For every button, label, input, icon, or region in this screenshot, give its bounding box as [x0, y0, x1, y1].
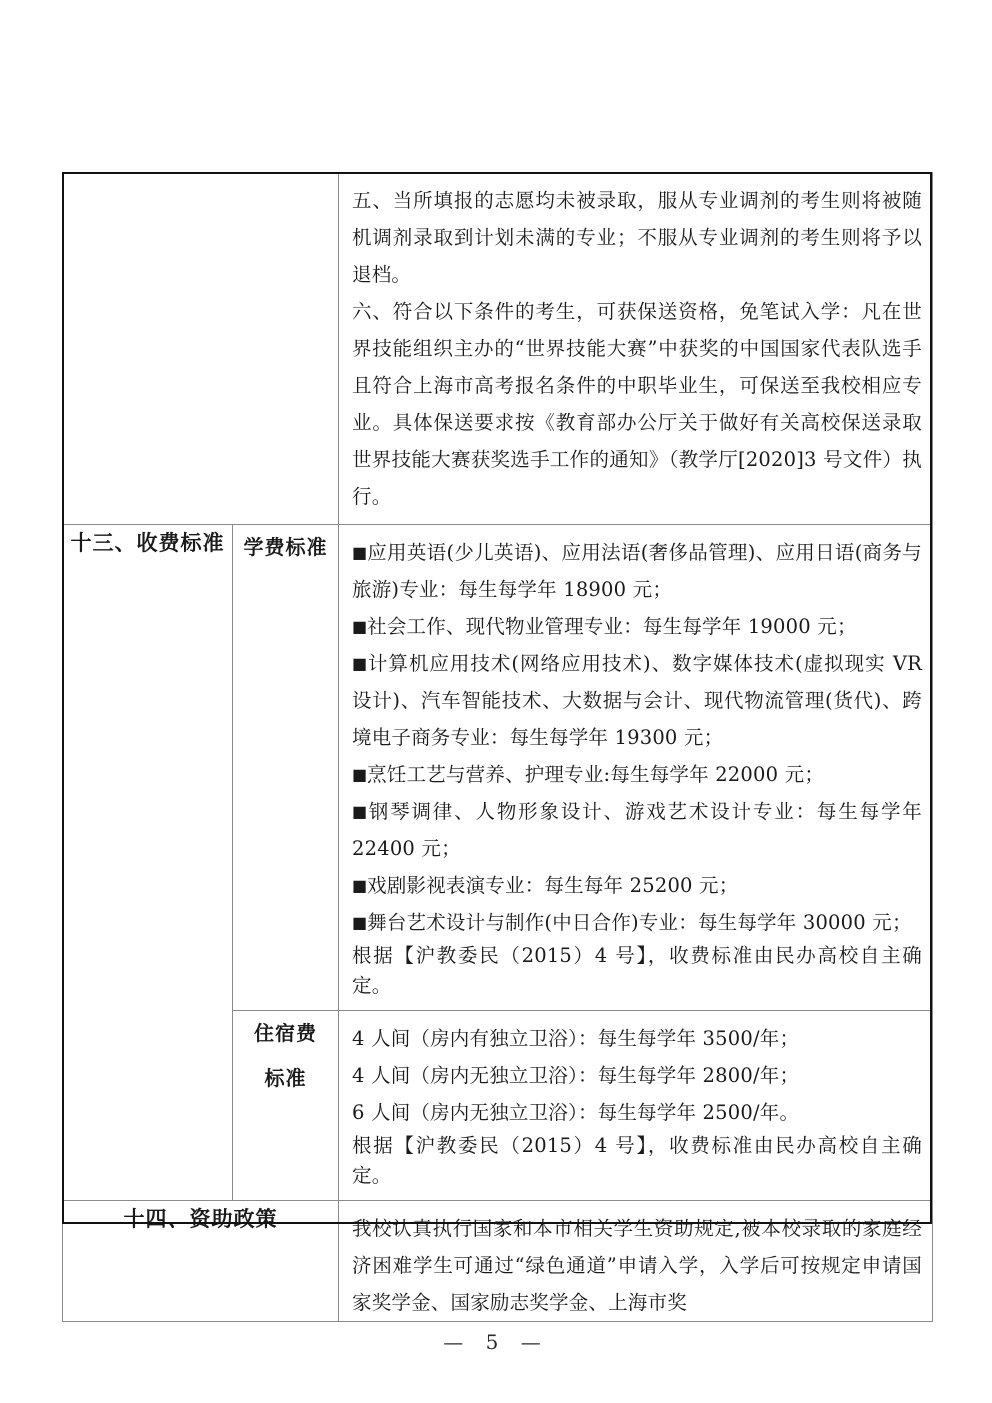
tuition-item — [352, 534, 922, 608]
accommodation-item: 6 人间（房内无独立卫浴）：每生每学年 2500/年。 — [352, 1101, 800, 1124]
square-bullet-icon: ■ — [352, 876, 368, 895]
accommodation-content-cell — [339, 1011, 933, 1201]
admission-rules-text — [339, 173, 932, 524]
admission-rule-paragraph-6: 六、符合以下条件的考生，可获保送资格，免笔试入学：凡在世界技能组织主办的“世界技能大赛”中获奖的中国国家代表队选手且符合上海市高考报名条件的中职毕业生，可保送至我校相应专业。具体保送要求按《教育部办公厅关于做好有关高校保送录取世界技能大赛获奖选手工作的通知》（教学厅[2020]3 号文件）执行。 — [352, 300, 922, 508]
accommodation-label-line1: 住宿费 — [254, 1021, 317, 1045]
table-row-admission-rules — [63, 173, 933, 525]
financial-aid-paragraph: 我校认真执行国家和本市相关学生资助规定,被本校录取的家庭经济困难学生可通过“绿色通道”申请入学，入学后可按规定申请国家奖学金、国家励志奖学金、上海市奖 — [352, 1217, 922, 1314]
financial-aid-label-cell — [63, 1201, 339, 1322]
admissions-info-table — [62, 172, 933, 1322]
financial-aid-content-cell — [339, 1201, 933, 1322]
tuition-text — [339, 525, 932, 1010]
square-bullet-icon: ■ — [352, 802, 369, 821]
accommodation-item: 4 人间（房内无独立卫浴）：每生每学年 2800/年； — [352, 1064, 800, 1087]
accommodation-note: 根据【沪教委民（2015）4 号】，收费标准由民办高校自主确定。 — [352, 1134, 922, 1187]
tuition-item — [352, 608, 922, 645]
page-number: — 5 — — [443, 1330, 549, 1354]
tuition-content-cell — [339, 525, 933, 1011]
tuition-item — [352, 867, 922, 904]
admission-rules-content-cell — [339, 173, 933, 525]
tuition-item — [352, 756, 922, 793]
tuition-item-text: 戏剧影视表演专业：每生每年 25200 元； — [367, 874, 739, 897]
square-bullet-icon: ■ — [352, 654, 368, 673]
tuition-item — [352, 904, 922, 941]
admission-rules-label-cell — [63, 173, 339, 525]
table-row-financial-aid — [63, 1201, 933, 1322]
tuition-label-cell — [233, 525, 339, 1011]
accommodation-item: 4 人间（房内有独立卫浴）：每生每学年 3500/年； — [352, 1027, 800, 1050]
tuition-item-text: 计算机应用技术(网络应用技术)、数字媒体技术(虚拟现实 VR 设计)、汽车智能技术、大数据与会计、现代物流管理(货代)、跨境电子商务专业：每生每学年 19300 元； — [352, 652, 922, 749]
tuition-item-text: 应用英语(少儿英语)、应用法语(奢侈品管理)、应用日语(商务与旅游)专业：每生每学年 18900 元； — [352, 541, 922, 601]
square-bullet-icon: ■ — [352, 913, 368, 932]
accommodation-text — [339, 1011, 932, 1200]
table-row-tuition — [63, 525, 933, 1011]
tuition-item-text: 社会工作、现代物业管理专业：每生每学年 19000 元； — [367, 615, 857, 638]
fee-standards-label-cell — [63, 525, 233, 1201]
financial-aid-text — [339, 1201, 932, 1321]
tuition-note: 根据【沪教委民（2015）4 号】，收费标准由民办高校自主确定。 — [352, 944, 922, 997]
accommodation-label-line2: 标准 — [264, 1066, 307, 1090]
tuition-item-text: 钢琴调律、人物形象设计、游戏艺术设计专业：每生每学年 22400 元； — [352, 800, 922, 860]
tuition-item-text: 烹饪工艺与营养、护理专业:每生每学年 22000 元； — [367, 763, 825, 786]
tuition-label: 学费标准 — [243, 535, 328, 559]
fee-standards-label: 十三、收费标准 — [70, 531, 225, 555]
financial-aid-label: 十四、资助政策 — [123, 1207, 278, 1231]
tuition-item — [352, 793, 922, 867]
square-bullet-icon: ■ — [352, 617, 368, 636]
accommodation-label-cell — [233, 1011, 339, 1201]
page-footer — [0, 1330, 992, 1354]
tuition-item — [352, 645, 922, 756]
square-bullet-icon: ■ — [352, 765, 368, 784]
tuition-item-text: 舞台艺术设计与制作(中日合作)专业：每生每学年 30000 元； — [367, 911, 912, 934]
square-bullet-icon: ■ — [352, 543, 368, 562]
admission-rule-paragraph-5: 五、当所填报的志愿均未被录取，服从专业调剂的考生则将被随机调剂录取到计划未满的专业；不服从专业调剂的考生则将予以退档。 — [352, 189, 922, 286]
